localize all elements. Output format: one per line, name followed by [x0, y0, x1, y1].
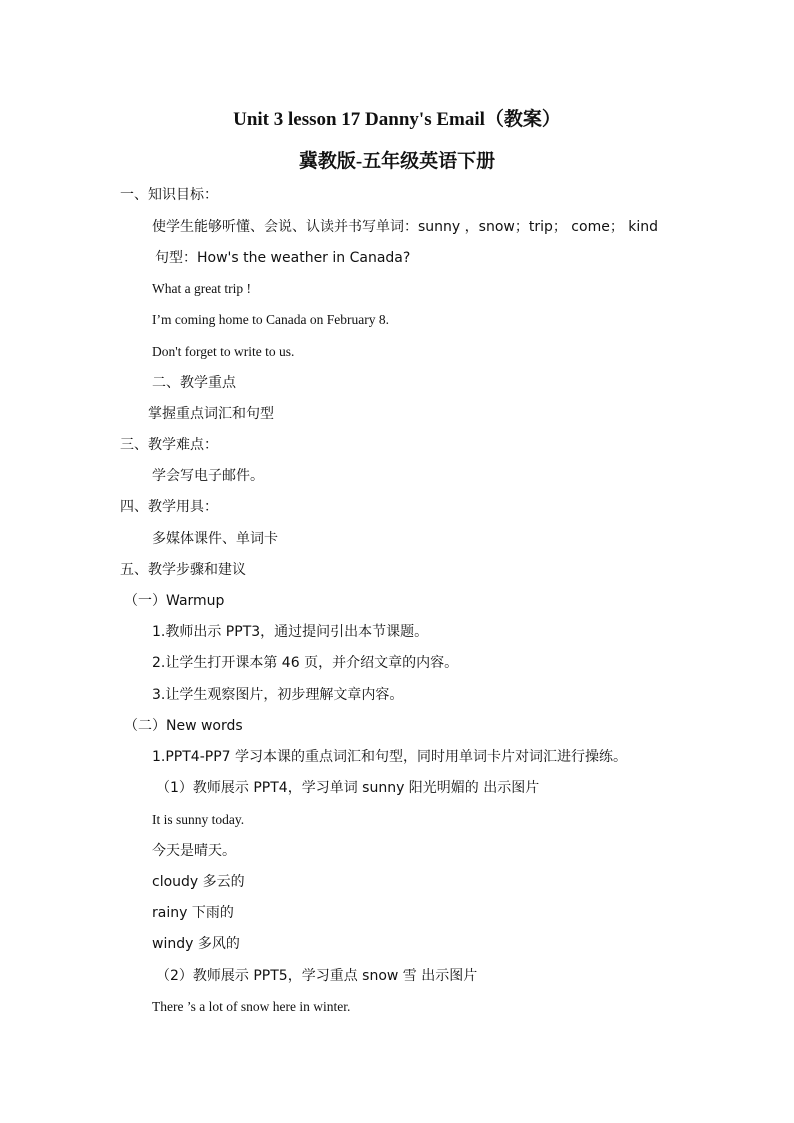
example-sentence: There ’s a lot of snow here in winter.: [152, 999, 351, 1014]
step-subitem: （1）教师展示 PPT4，学习单词 sunny 阳光明媚的 出示图片: [156, 780, 540, 796]
step-item: 1.教师出示 PPT3，通过提问引出本节课题。: [152, 624, 429, 640]
step-item: 1.PPT4-PP7 学习本课的重点词汇和句型，同时用单词卡片对词汇进行操练。: [152, 749, 627, 765]
example-sentence: Don't forget to write to us.: [152, 344, 295, 359]
subsection-new-words: （二）New words: [124, 718, 243, 734]
section-heading-teaching-aids: 四、教学用具：: [120, 499, 218, 515]
section-heading-difficulties: 三、教学难点：: [120, 437, 218, 453]
example-sentence: It is sunny today.: [152, 812, 245, 827]
section-heading-steps: 五、教学步骤和建议: [120, 562, 246, 578]
step-item: 2.让学生打开课本第 46 页，并介绍文章的内容。: [152, 655, 459, 671]
key-points-text: 掌握重点词汇和句型: [148, 406, 274, 422]
section-heading-knowledge-goals: 一、知识目标：: [120, 187, 218, 203]
vocabulary-item: windy 多风的: [152, 936, 240, 952]
teaching-aids-text: 多媒体课件、单词卡: [152, 531, 278, 547]
sentence-pattern-line: 句型：How's the weather in Canada?: [155, 250, 411, 266]
example-sentence: What a great trip !: [152, 281, 251, 296]
vocabulary-line: 使学生能够听懂、会说、认读并书写单词：sunny ，snow；trip； come； kind: [152, 219, 659, 235]
vocabulary-item: rainy 下雨的: [152, 905, 234, 921]
subsection-warmup: （一）Warmup: [124, 593, 225, 609]
example-translation: 今天是晴天。: [152, 843, 236, 859]
step-subitem: （2）教师展示 PPT5，学习重点 snow 雪 出示图片: [156, 968, 478, 984]
document-title: Unit 3 lesson 17 Danny's Email（教案）: [233, 109, 561, 130]
document-subtitle: 冀教版-五年级英语下册: [298, 151, 496, 172]
step-item: 3.让学生观察图片，初步理解文章内容。: [152, 687, 404, 703]
difficulties-text: 学会写电子邮件。: [152, 468, 264, 484]
example-sentence: I’m coming home to Canada on February 8.: [152, 312, 389, 327]
vocabulary-item: cloudy 多云的: [152, 874, 245, 890]
section-heading-key-points: 二、教学重点: [152, 375, 236, 391]
